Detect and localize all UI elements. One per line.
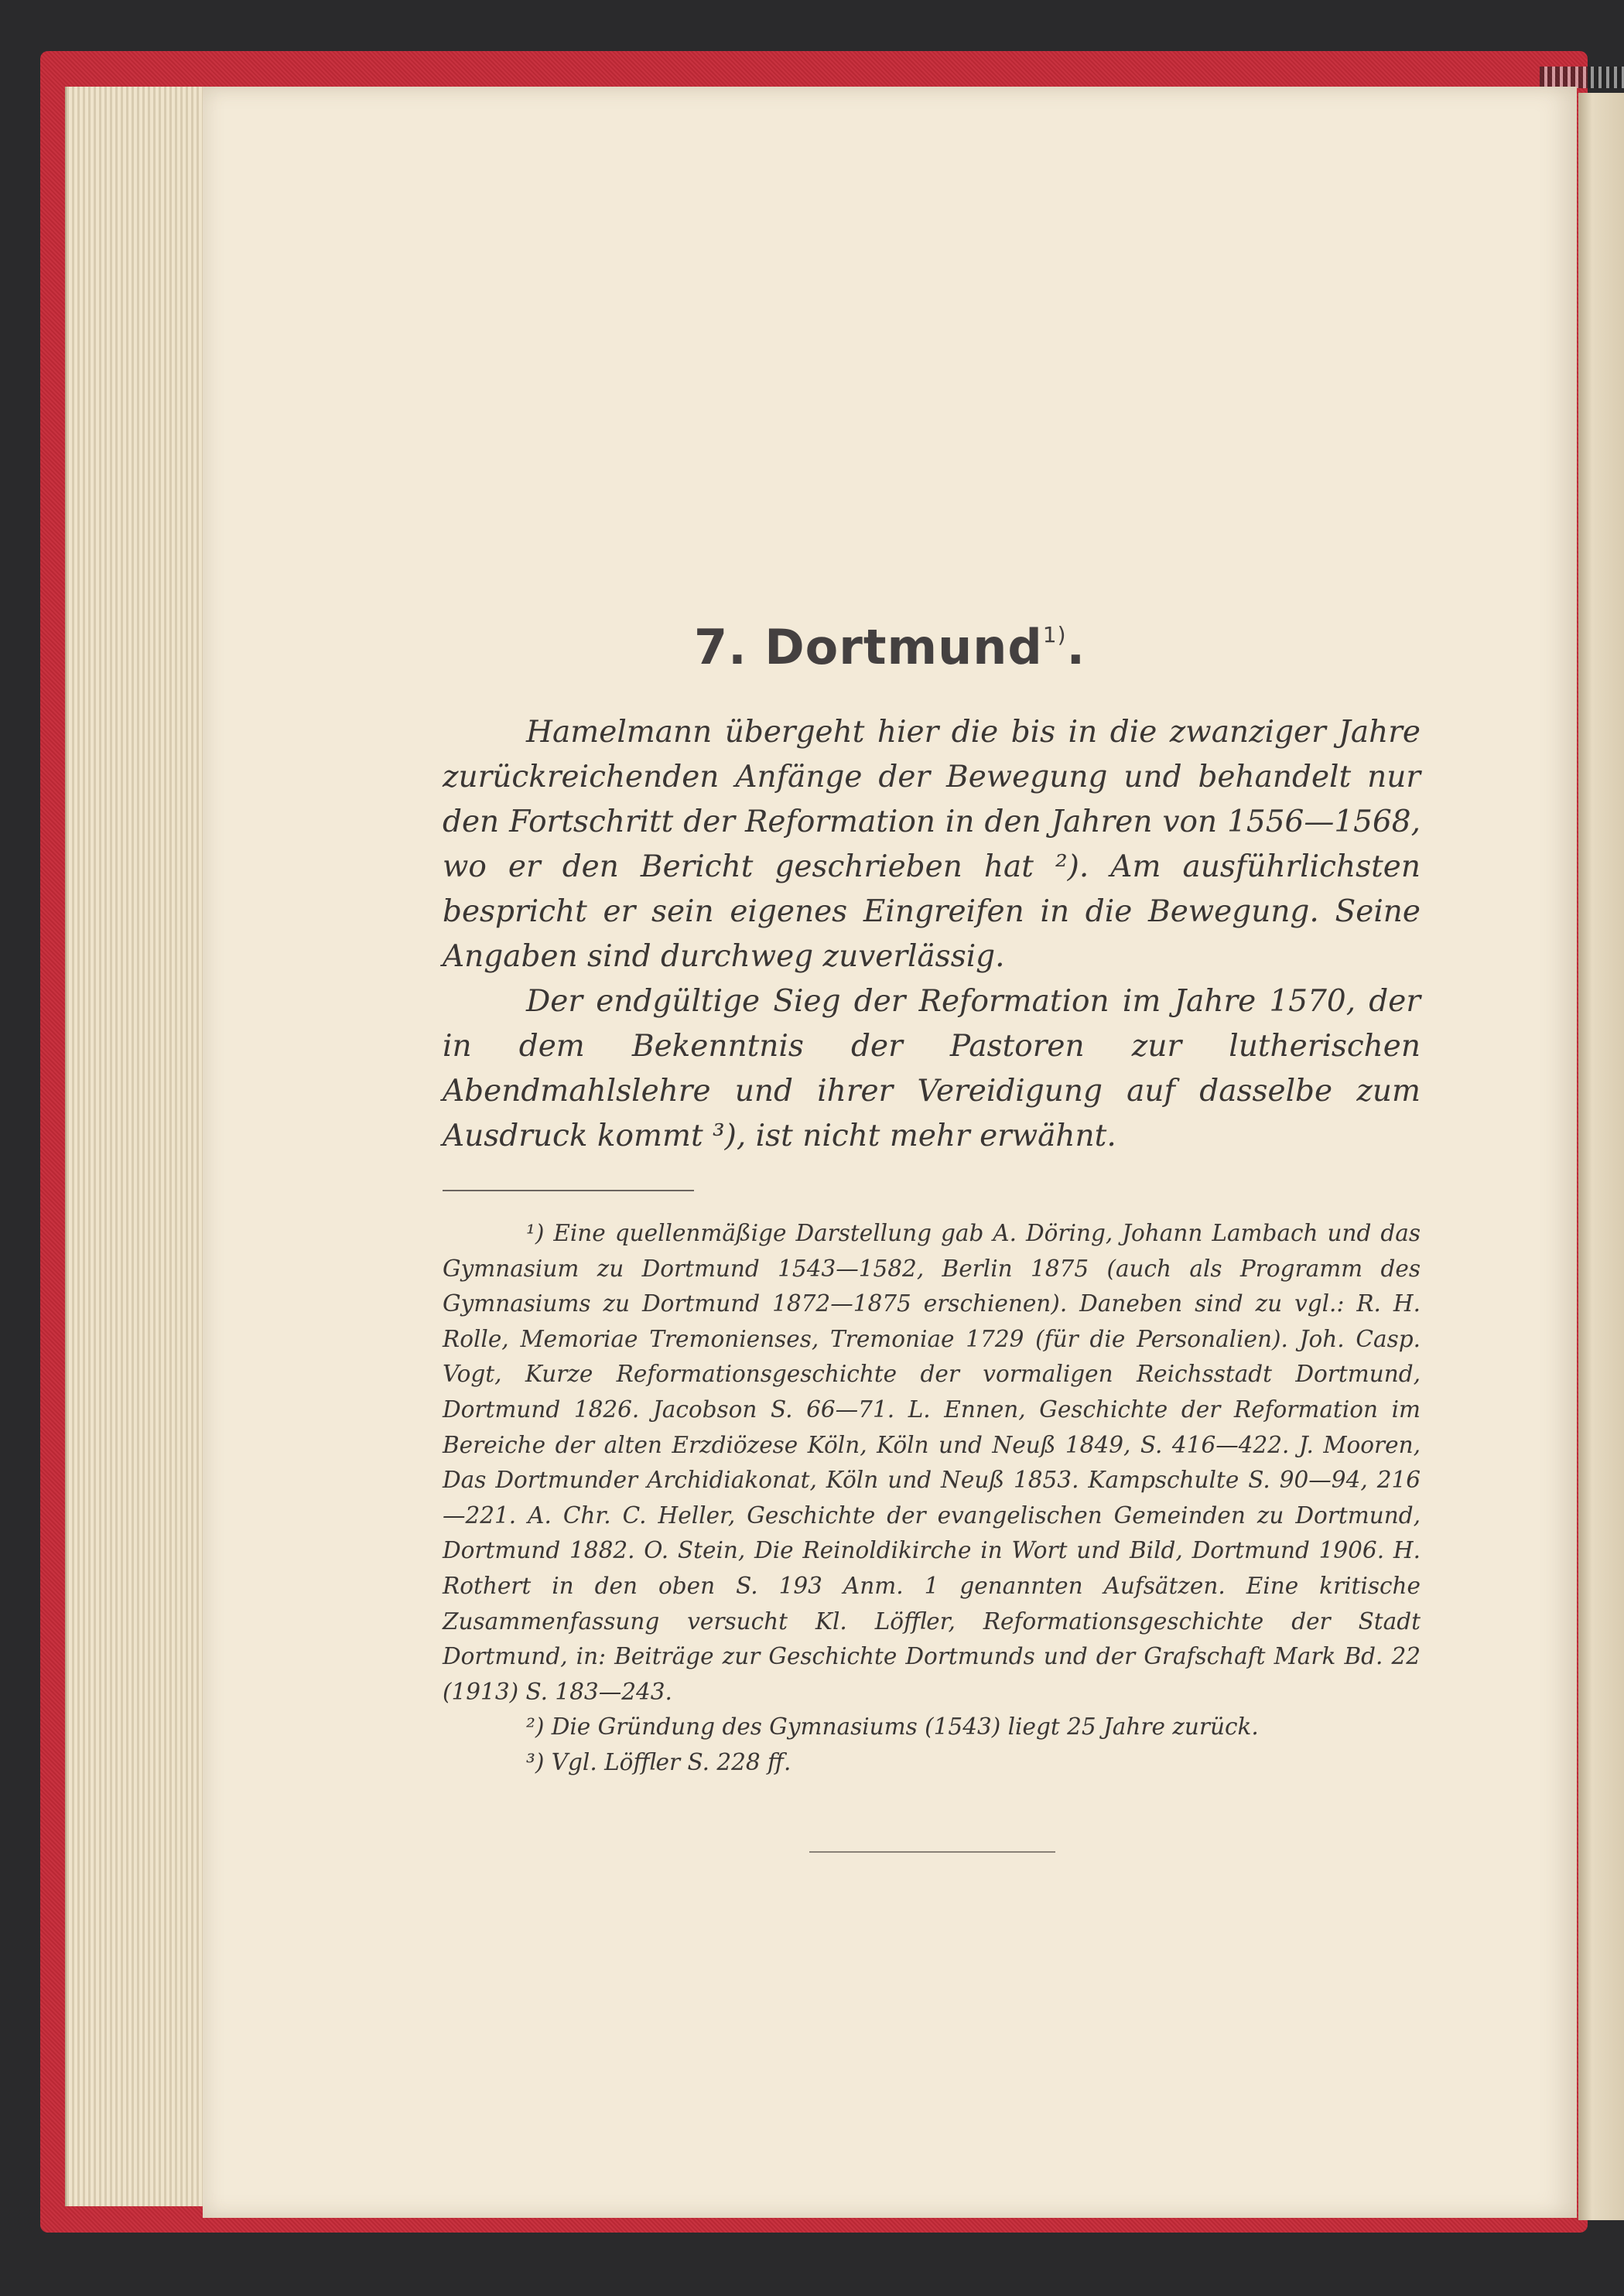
color-calibration-strip bbox=[1540, 67, 1624, 88]
chapter-title-text: 7. Dortmund bbox=[693, 619, 1043, 675]
page-edges bbox=[65, 87, 206, 2206]
main-text bbox=[443, 710, 1421, 1159]
footnote-2: ²) Die Gründung des Gymnasiums (1543) liegt 25 Jahre zurück. bbox=[526, 1713, 1259, 1741]
footnotes bbox=[443, 1216, 1421, 1781]
footnote-3: ³) Vgl. Löffler S. 228 ff. bbox=[526, 1748, 791, 1775]
next-page-edge bbox=[1578, 93, 1624, 2220]
end-rule bbox=[809, 1851, 1055, 1853]
chapter-title-footnote-mark: 1) bbox=[1042, 622, 1067, 647]
footnote-1: ¹) Eine quellenmäßige Darstellung gab A. Döring, Johann Lambach und das Gymnasium zu Dortmund 1543—1582, Berlin 1875 (auch als Programm des Gymnasiums zu Dortmund 1872—1875 erschienen). Daneben sind zu vgl.: R. H. Rolle, Memoriae Tremonienses, Tremoniae 1729 (für die Personalien). Joh. Casp. Vogt, Kurze Reformationsgeschichte der vormaligen Reichsstadt Dortmund, Dortmund 1826. Jacobson S. 66—71. L. Ennen, Geschichte der Reformation im Bereiche der alten Erzdiözese Köln, Köln und Neuß 1849, S. 416—422. J. Mooren, Das Dortmunder Archidiakonat, Köln und Neuß 1853. Kampschulte S. 90—94, 216—221. A. Chr. C. Heller, Geschichte der evangelischen Gemeinden zu Dortmund, Dortmund 1882. O. Stein, Die Reinoldikirche in Wort und Bild, Dortmund 1906. H. Rothert in den oben S. 193 Anm. 1 genannten Aufsätzen. Eine kritische Zusammenfassung versucht Kl. Löffler, Reformationsgeschichte der Stadt Dortmund, in: Beiträge zur Geschichte Dortmunds und der Grafschaft Mark Bd. 22 (1913) S. 183—243. bbox=[443, 1220, 1421, 1705]
chapter-title bbox=[203, 619, 1577, 675]
paragraph-1: Hamelmann übergeht hier die bis in die zwanziger Jahre zurückreichenden Anfänge der Bewegung und behandelt nur den Fortschritt der Reformation in den Jahren von 1556—1568, wo er den Bericht geschrieben hat ²). Am ausführlichsten bespricht er sein eigenes Eingreifen in die Bewegung. Seine Angaben sind durchweg zuverlässig. bbox=[443, 715, 1421, 974]
chapter-title-period: . bbox=[1066, 619, 1086, 675]
footnote-separator bbox=[443, 1190, 694, 1191]
paragraph-2: Der endgültige Sieg der Reformation im Jahre 1570, der in dem Bekenntnis der Pastoren zur lutherischen Abendmahlslehre und ihrer Vereidigung auf dasselbe zum Ausdruck kommt ³), ist nicht mehr erwähnt. bbox=[443, 984, 1421, 1153]
